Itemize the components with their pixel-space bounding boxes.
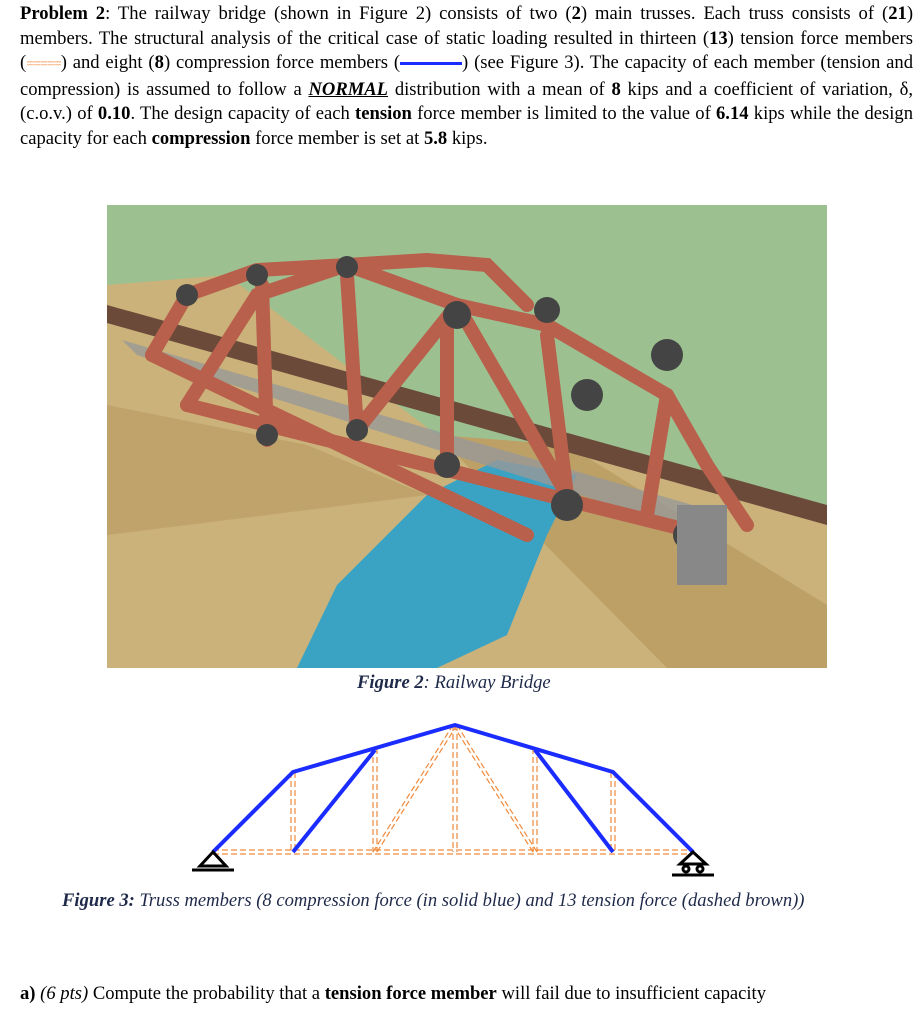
num: 8 <box>611 78 621 100</box>
num: 13 <box>709 27 728 49</box>
text: ) tension force members ( <box>20 27 913 74</box>
text: . The design capacity of each <box>130 103 356 125</box>
bold-word: compression <box>151 127 251 149</box>
figure-label: Figure 2 <box>357 672 424 693</box>
num: 6.14 <box>716 103 749 125</box>
text: kips. <box>447 127 488 149</box>
railway-bridge-image <box>107 205 827 668</box>
part-label: a) <box>20 983 36 1004</box>
text: Compute the probability that a <box>88 983 325 1004</box>
figure-3-caption <box>62 890 862 912</box>
figure-2-caption <box>357 672 551 694</box>
text: distribution with a mean of <box>388 78 612 100</box>
truss-diagram <box>180 715 740 890</box>
text: kips while the design capacity for each <box>20 103 914 149</box>
text: kips and a coefficient of variation, δ, (c.o.v.) of <box>20 78 914 125</box>
num: 21 <box>888 3 907 24</box>
normal-emphasis: NORMAL <box>308 78 389 100</box>
roller-support-icon <box>672 852 714 875</box>
text: will fail due to insufficient capacity <box>496 983 767 1004</box>
text: ) compression force members ( <box>163 52 401 74</box>
tension-members <box>213 725 693 854</box>
text: ) (see Figure 3). The capacity of each member (tension and compression) is assumed to follow a <box>20 52 914 100</box>
pin-support-icon <box>192 852 234 870</box>
caption-text: : Railway Bridge <box>423 672 551 693</box>
figure-label: Figure 3: <box>62 890 135 911</box>
text: ) and eight ( <box>60 52 155 74</box>
text: ) members. The structural analysis of the critical case of static loading resulted in thirteen ( <box>20 3 914 49</box>
num: 8 <box>154 52 164 74</box>
caption-text: Truss members (8 compression force (in solid blue) and 13 tension force (dashed brown)) <box>134 890 805 911</box>
tension-legend-symbol: ===== <box>26 57 61 73</box>
num: 5.8 <box>423 127 448 149</box>
points: (6 pts) <box>40 983 89 1004</box>
part-a-question <box>20 983 766 1005</box>
num: 0.10 <box>97 103 131 125</box>
text: ) main trusses. Each truss consists of ( <box>580 3 889 24</box>
problem-label: Problem 2 <box>20 3 106 24</box>
bold-word: tension <box>355 103 412 125</box>
num: 2 <box>571 3 581 24</box>
problem-statement <box>20 2 913 152</box>
text: force member is set at <box>250 127 424 149</box>
bold-word: tension force member <box>324 983 497 1004</box>
compression-legend-symbol <box>400 62 462 65</box>
text: : The railway bridge (shown in Figure 2) consists of two ( <box>105 3 572 24</box>
text: force member is limited to the value of <box>411 103 716 125</box>
